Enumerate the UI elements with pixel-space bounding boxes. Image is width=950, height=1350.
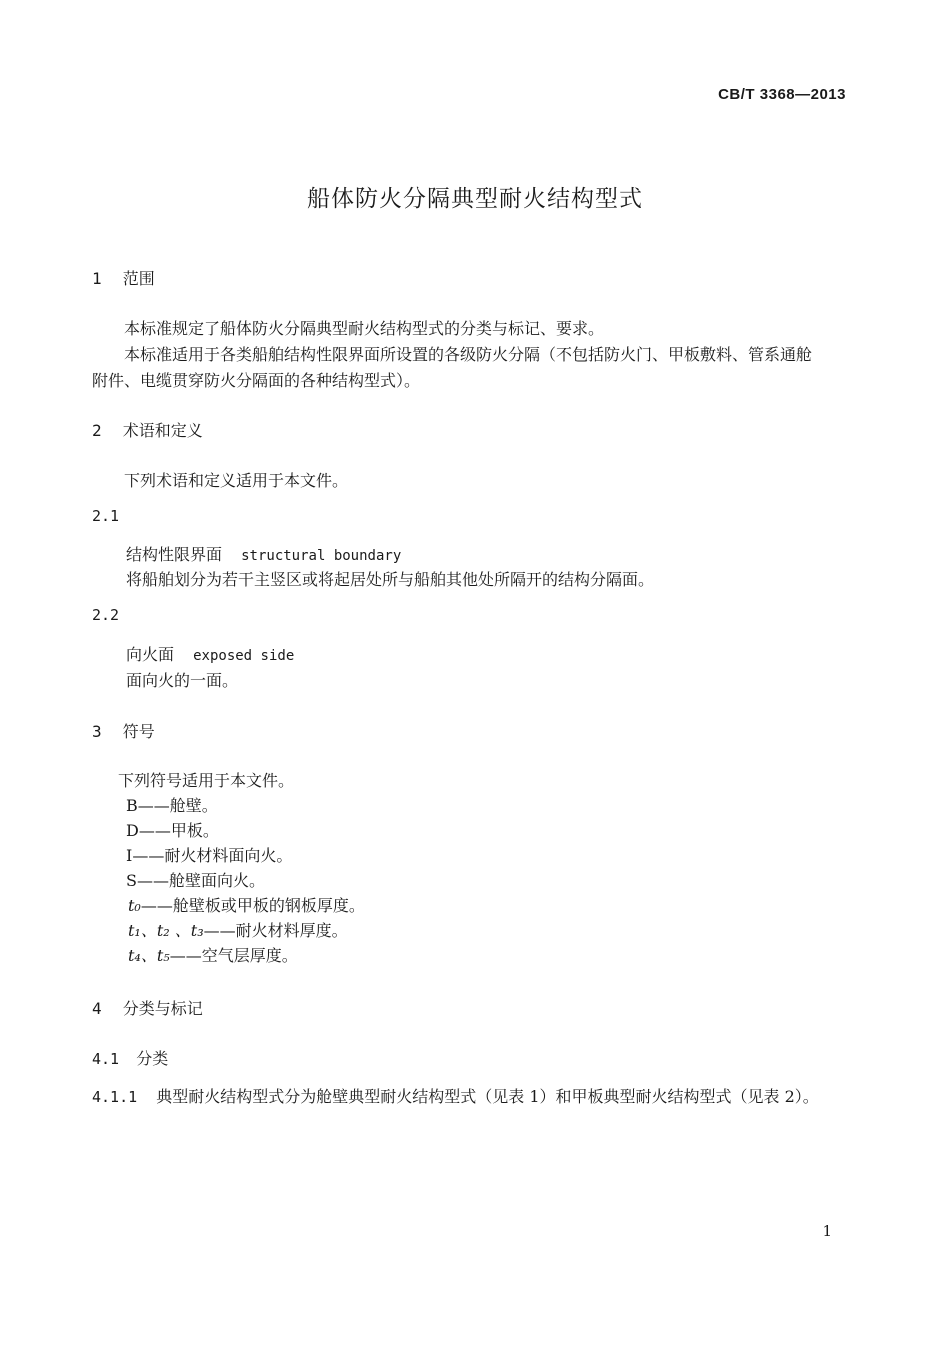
section-number: 4: [92, 999, 102, 1018]
section-title: 术语和定义: [122, 421, 203, 440]
clause-2-2-number: 2.2: [92, 606, 120, 624]
term-chinese: 向火面: [126, 645, 175, 664]
term-chinese: 结构性限界面: [126, 545, 223, 564]
symbol-t1-t2-t3: [128, 918, 348, 941]
symbol-t4-t5: [128, 943, 298, 966]
section-number: 1: [92, 269, 102, 288]
page-number: 1: [822, 1222, 832, 1240]
symbol-meaning: ——空气层厚度。: [169, 946, 298, 965]
scope-paragraph-2-line-1: 本标准适用于各类船舶结构性限界面所设置的各级防火分隔（不包括防火门、甲板敷料、管系通舱: [124, 345, 813, 364]
standard-number: CB/T 3368—2013: [718, 86, 846, 103]
clause-number: 4.1.1: [92, 1088, 138, 1106]
symbol-S: S——舱壁面向火。: [126, 871, 265, 890]
symbol: t₄、t₅: [128, 946, 170, 965]
section-4-heading: [92, 996, 203, 1019]
section-3-heading: [92, 719, 155, 742]
symbol-I: I——耐火材料面向火。: [126, 846, 293, 865]
section-title: 分类与标记: [122, 999, 203, 1018]
clause-text: 典型耐火结构型式分为舱壁典型耐火结构型式（见表 1）和甲板典型耐火结构型式（见表 2）。: [156, 1087, 819, 1106]
symbol-t0: [128, 893, 365, 916]
symbol-meaning: ——耐火材料厚度。: [203, 921, 348, 940]
term-english: exposed side: [193, 648, 295, 664]
term-english: structural boundary: [241, 548, 402, 564]
section-number: 3: [92, 722, 102, 741]
section-title: 范围: [122, 269, 155, 288]
term-2-1: [126, 542, 401, 565]
section-number: 2: [92, 421, 102, 440]
symbol: t₀: [128, 896, 141, 915]
document-title: 船体防火分隔典型耐火结构型式: [307, 186, 643, 212]
clause-number: 4.1: [92, 1050, 120, 1068]
symbol-B: B——舱壁。: [126, 796, 218, 815]
section-title: 符号: [122, 722, 155, 741]
symbols-intro: 下列符号适用于本文件。: [118, 771, 295, 790]
clause-2-1-number: 2.1: [92, 507, 120, 525]
term-2-1-definition: 将船舶划分为若干主竖区或将起居处所与船舶其他处所隔开的结构分隔面。: [126, 570, 655, 589]
scope-paragraph-1: 本标准规定了船体防火分隔典型耐火结构型式的分类与标记、要求。: [124, 319, 605, 338]
clause-title: 分类: [136, 1049, 169, 1068]
terms-intro: 下列术语和定义适用于本文件。: [124, 471, 349, 490]
symbol: t₁、t₂ 、t₃: [128, 921, 204, 940]
symbol-D: D——甲板。: [126, 821, 219, 840]
section-1-heading: [92, 266, 155, 289]
term-2-2: [126, 642, 294, 665]
scope-paragraph-2-line-2: 附件、电缆贯穿防火分隔面的各种结构型式）。: [92, 371, 421, 390]
clause-4-1-heading: [92, 1046, 168, 1069]
symbol-meaning: ——舱壁板或甲板的钢板厚度。: [140, 896, 365, 915]
clause-4-1-1: [92, 1084, 819, 1107]
section-2-heading: [92, 418, 203, 441]
term-2-2-definition: 面向火的一面。: [126, 671, 239, 690]
